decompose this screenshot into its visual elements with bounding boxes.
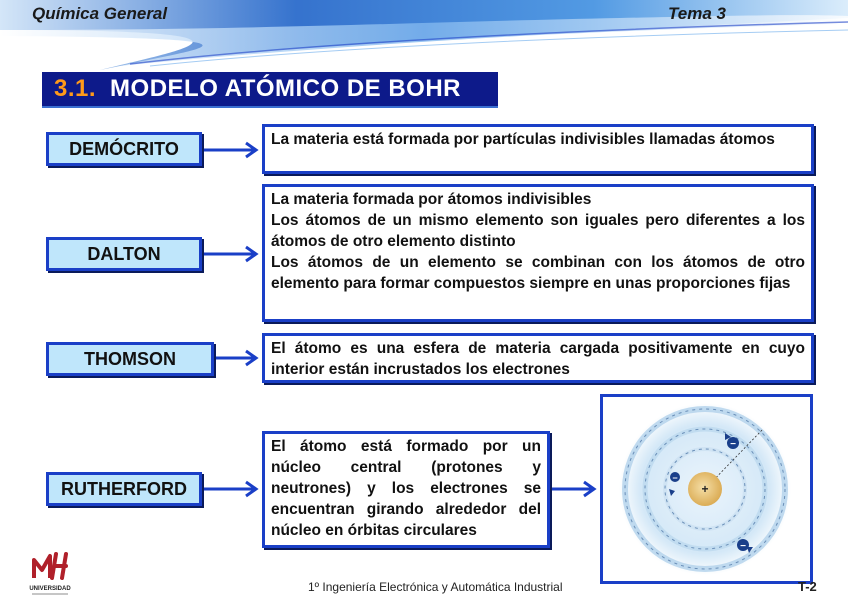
atom-illustration-frame bbox=[600, 394, 813, 584]
arrow-right-icon bbox=[204, 140, 262, 160]
desc-dalton-line-3: Los átomos de un elemento se combinan con los átomos de otro elemento para formar compuestos siempre en unas proporciones fijas bbox=[271, 254, 805, 292]
logo-text: UNIVERSIDAD bbox=[29, 586, 71, 592]
desc-thomson bbox=[262, 333, 814, 383]
desc-rutherford bbox=[262, 431, 550, 548]
section-title: MODELO ATÓMICO DE BOHR bbox=[110, 75, 462, 102]
atom-diagram bbox=[603, 397, 810, 581]
desc-rutherford-line: El átomo está formado por un núcleo central (protones y neutrones) y los electrones se encuentran girando alrededor del núcleo en órbitas circulares bbox=[271, 438, 541, 539]
desc-dalton-line-1: La materia formada por átomos indivisibles bbox=[271, 191, 592, 208]
desc-dalton-line-2: Los átomos de un mismo elemento son iguales pero diferentes a los átomos de otro elemento distinto bbox=[271, 212, 805, 250]
section-number: 3.1. bbox=[54, 75, 97, 102]
label-dalton: DALTON bbox=[46, 237, 202, 271]
svg-text:−: − bbox=[730, 439, 736, 450]
arrow-right-icon bbox=[552, 479, 600, 499]
nucleus-sign: + bbox=[701, 482, 709, 496]
header-topic: Tema 3 bbox=[668, 4, 726, 23]
label-democrito: DEMÓCRITO bbox=[46, 132, 202, 166]
footer-course: 1º Ingeniería Electrónica y Automática Industrial bbox=[308, 580, 563, 594]
svg-text:−: − bbox=[672, 473, 678, 483]
desc-dalton bbox=[262, 184, 814, 322]
arrow-right-icon bbox=[204, 244, 262, 264]
desc-democrito bbox=[262, 124, 814, 174]
page-number: T-2 bbox=[798, 579, 817, 594]
arrow-right-icon bbox=[204, 479, 262, 499]
label-thomson: THOMSON bbox=[46, 342, 214, 376]
desc-democrito-line: La materia está formada por partículas indivisibles llamadas átomos bbox=[271, 131, 775, 148]
desc-thomson-line: El átomo es una esfera de materia cargada positivamente en cuyo interior están incrustados los electrones bbox=[271, 340, 805, 378]
label-rutherford: RUTHERFORD bbox=[46, 472, 202, 506]
arrow-right-icon bbox=[216, 348, 262, 368]
section-title-bar bbox=[42, 72, 498, 108]
svg-text:−: − bbox=[740, 541, 746, 552]
header-course-title: Química General bbox=[32, 4, 168, 23]
university-logo bbox=[28, 548, 72, 598]
